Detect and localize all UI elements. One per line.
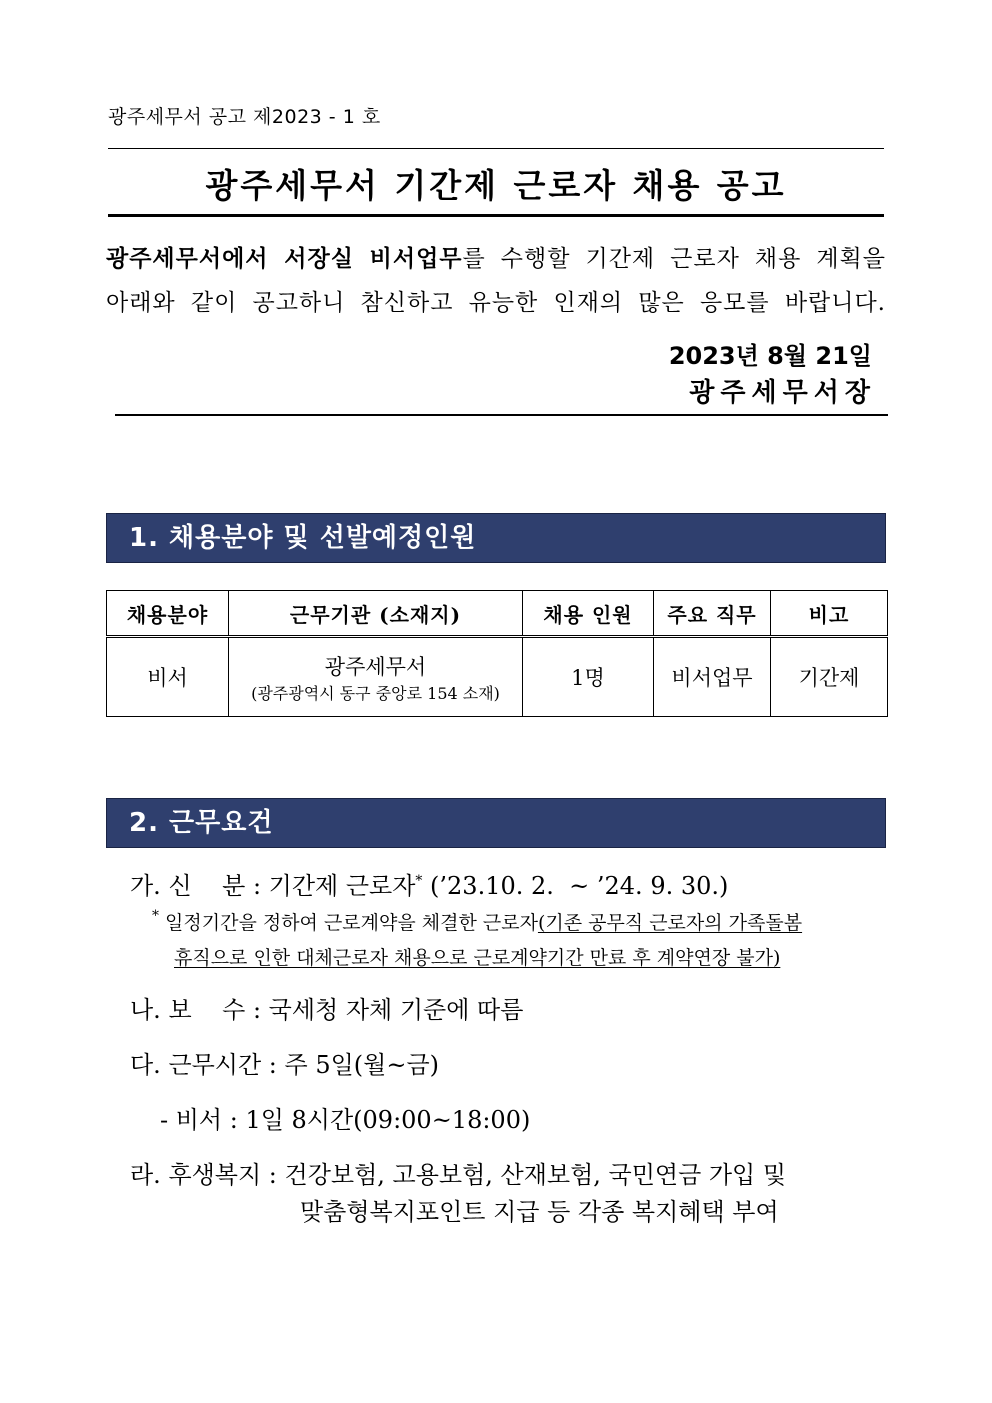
table-header: 채용 인원	[523, 591, 654, 637]
hours-value: 주 5일(월~금)	[284, 1051, 440, 1079]
cell-duty: 비서업무	[654, 637, 771, 717]
recruitment-table	[106, 590, 888, 717]
signature-divider	[115, 414, 888, 416]
footnote-line-1	[152, 908, 888, 935]
status-label: 가. 신 분 :	[130, 872, 269, 900]
table-header-row	[107, 591, 888, 637]
table-row	[107, 637, 888, 717]
footnote-underlined-text: 휴직으로 인한 대체근로자 채용으로 근로계약기간 만료 후 계약연장 불가)	[174, 947, 781, 969]
cell-note: 기간제	[771, 637, 888, 717]
table-header: 비고	[771, 591, 888, 637]
intro-line-2: 아래와 같이 공고하니 참신하고 유능한 인재의 많은 응모를 바랍니다.	[106, 290, 886, 316]
org-name: 광주세무서	[324, 654, 427, 679]
section-2-heading: 2. 근무요건	[106, 798, 886, 848]
title-divider	[108, 214, 884, 217]
pay-row	[130, 990, 523, 1025]
footnote-text: 일정기간을 정하여 근로계약을 체결한 근로자	[159, 912, 538, 934]
status-footnote-mark: *	[415, 873, 423, 889]
table-header: 주요 직무	[654, 591, 771, 637]
cell-count: 1명	[523, 637, 654, 717]
cell-field: 비서	[107, 637, 229, 717]
notice-number: 광주세무서 공고 제2023 - 1 호	[108, 106, 381, 128]
table-header: 근무기관 (소재지)	[229, 591, 523, 637]
intro-line-1	[106, 240, 886, 273]
footnote-marker: *	[152, 908, 159, 924]
hours-row	[130, 1045, 439, 1080]
welfare-line-1: 건강보험, 고용보험, 산재보험, 국민연금 가입 및	[284, 1161, 787, 1189]
org-address: (광주광역시 동구 중앙로 154 소재)	[251, 683, 500, 703]
page-title: 광주세무서 기간제 근로자 채용 공고	[205, 166, 787, 205]
table-header: 채용분야	[107, 591, 229, 637]
status-row	[130, 866, 728, 901]
status-period: (’23.10. 2. ~ ’24. 9. 30.)	[422, 872, 729, 900]
footnote-underlined-text: (기존 공무직 근로자의 가족돌봄	[537, 912, 803, 934]
pay-value: 국세청 자체 기준에 따름	[268, 996, 524, 1024]
intro-text: 를 수행할 기간제 근로자 채용 계획을	[462, 246, 886, 272]
section-1-heading: 1. 채용분야 및 선발예정인원	[106, 513, 886, 563]
pay-label: 나. 보 수 :	[130, 996, 269, 1024]
welfare-line-2: 맞춤형복지포인트 지급 등 각종 복지혜택 부여	[300, 1198, 779, 1226]
intro-bold-text: 광주세무서에서 서장실 비서업무	[106, 246, 463, 272]
cell-org	[229, 637, 523, 717]
signer-name: 광주세무서장	[689, 378, 876, 408]
welfare-row	[130, 1155, 888, 1190]
header-divider	[108, 148, 884, 149]
hours-detail: - 비서 : 1일 8시간(09:00~18:00)	[160, 1106, 531, 1134]
footnote-line-2	[174, 943, 910, 970]
notice-date: 2023년 8월 21일	[668, 342, 872, 370]
welfare-label: 라. 후생복지 :	[130, 1161, 285, 1189]
hours-label: 다. 근무시간 :	[130, 1051, 285, 1079]
status-value: 기간제 근로자	[268, 872, 416, 900]
